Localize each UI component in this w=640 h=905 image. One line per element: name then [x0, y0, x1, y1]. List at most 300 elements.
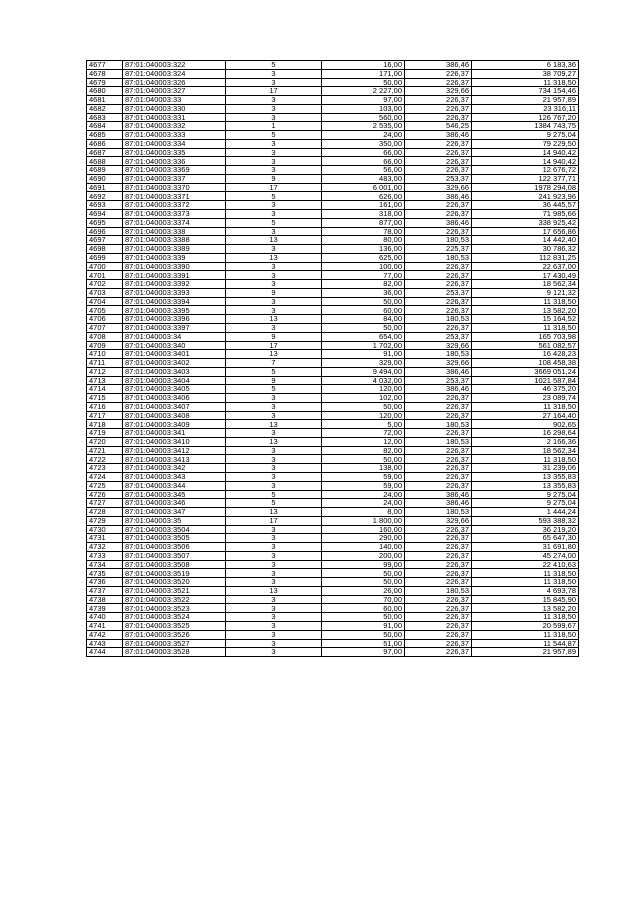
row-number-cell: 4692 [87, 192, 123, 201]
table-row [87, 604, 579, 613]
table-row [87, 472, 579, 481]
value-cell: 79 229,50 [472, 139, 579, 148]
row-number-cell: 4719 [87, 429, 123, 438]
area-cell: 136,00 [322, 245, 405, 254]
cadastral-number-cell: 87:01:040003:327 [123, 87, 226, 96]
table-row [87, 122, 579, 131]
cadastral-number-cell: 87:01:040003:3412 [123, 446, 226, 455]
value-cell: 23 316,11 [472, 104, 579, 113]
cadastral-number-cell: 87:01:040003:3508 [123, 560, 226, 569]
category-cell: 3 [226, 551, 322, 560]
area-cell: 50,00 [322, 578, 405, 587]
table-row [87, 455, 579, 464]
category-cell: 3 [226, 210, 322, 219]
rate-cell: 226,37 [405, 569, 472, 578]
value-cell: 11 318,50 [472, 578, 579, 587]
row-number-cell: 4734 [87, 560, 123, 569]
area-cell: 6 001,00 [322, 183, 405, 192]
row-number-cell: 4722 [87, 455, 123, 464]
row-number-cell: 4710 [87, 350, 123, 359]
area-cell: 24,00 [322, 131, 405, 140]
area-cell: 4 032,00 [322, 376, 405, 385]
rate-cell: 226,37 [405, 201, 472, 210]
rate-cell: 226,37 [405, 464, 472, 473]
table-row [87, 201, 579, 210]
category-cell: 17 [226, 516, 322, 525]
table-row [87, 569, 579, 578]
value-cell: 13 582,20 [472, 306, 579, 315]
table-row [87, 174, 579, 183]
category-cell: 3 [226, 157, 322, 166]
row-number-cell: 4743 [87, 639, 123, 648]
rate-cell: 329,66 [405, 183, 472, 192]
row-number-cell: 4731 [87, 534, 123, 543]
rate-cell: 226,37 [405, 297, 472, 306]
rate-cell: 253,37 [405, 174, 472, 183]
area-cell: 66,00 [322, 157, 405, 166]
cadastral-number-cell: 87:01:040003:3397 [123, 323, 226, 332]
table-row [87, 148, 579, 157]
value-cell: 16 298,64 [472, 429, 579, 438]
table-row [87, 262, 579, 271]
table-row [87, 630, 579, 639]
rate-cell: 226,37 [405, 595, 472, 604]
row-number-cell: 4708 [87, 332, 123, 341]
category-cell: 3 [226, 560, 322, 569]
rate-cell: 253,37 [405, 332, 472, 341]
cadastral-number-cell: 87:01:040003:3523 [123, 604, 226, 613]
value-cell: 21 957,89 [472, 96, 579, 105]
row-number-cell: 4699 [87, 253, 123, 262]
row-number-cell: 4677 [87, 61, 123, 70]
rate-cell: 226,37 [405, 227, 472, 236]
rate-cell: 226,37 [405, 148, 472, 157]
area-cell: 5,00 [322, 420, 405, 429]
category-cell: 3 [226, 69, 322, 78]
table-row [87, 560, 579, 569]
rate-cell: 226,37 [405, 96, 472, 105]
rate-cell: 226,37 [405, 306, 472, 315]
table-row [87, 367, 579, 376]
area-cell: 50,00 [322, 78, 405, 87]
rate-cell: 226,37 [405, 210, 472, 219]
cadastral-number-cell: 87:01:040003:3390 [123, 262, 226, 271]
area-cell: 24,00 [322, 499, 405, 508]
value-cell: 11 318,50 [472, 297, 579, 306]
value-cell: 12 676,72 [472, 166, 579, 175]
rate-cell: 386,46 [405, 192, 472, 201]
row-number-cell: 4717 [87, 411, 123, 420]
value-cell: 65 647,30 [472, 534, 579, 543]
value-cell: 3669 051,24 [472, 367, 579, 376]
table-row [87, 218, 579, 227]
table-row [87, 622, 579, 631]
row-number-cell: 4725 [87, 481, 123, 490]
rate-cell: 226,37 [405, 69, 472, 78]
area-cell: 66,00 [322, 148, 405, 157]
category-cell: 1 [226, 122, 322, 131]
table-row [87, 297, 579, 306]
category-cell: 5 [226, 499, 322, 508]
row-number-cell: 4735 [87, 569, 123, 578]
table-row [87, 578, 579, 587]
area-cell: 483,00 [322, 174, 405, 183]
cadastral-number-cell: 87:01:040003:332 [123, 122, 226, 131]
area-cell: 1 800,00 [322, 516, 405, 525]
area-cell: 91,00 [322, 350, 405, 359]
row-number-cell: 4698 [87, 245, 123, 254]
value-cell: 9 275,04 [472, 499, 579, 508]
rate-cell: 226,37 [405, 648, 472, 657]
row-number-cell: 4693 [87, 201, 123, 210]
table-row [87, 69, 579, 78]
table-row [87, 139, 579, 148]
value-cell: 15 845,90 [472, 595, 579, 604]
rate-cell: 386,46 [405, 61, 472, 70]
value-cell: 1384 743,75 [472, 122, 579, 131]
rate-cell: 226,37 [405, 481, 472, 490]
category-cell: 13 [226, 253, 322, 262]
row-number-cell: 4697 [87, 236, 123, 245]
table-row [87, 104, 579, 113]
cadastral-number-cell: 87:01:040003:3413 [123, 455, 226, 464]
category-cell: 3 [226, 306, 322, 315]
value-cell: 14 940,42 [472, 157, 579, 166]
rate-cell: 226,37 [405, 429, 472, 438]
row-number-cell: 4728 [87, 508, 123, 517]
cadastral-number-cell: 87:01:040003:3525 [123, 622, 226, 631]
rate-cell: 226,37 [405, 622, 472, 631]
area-cell: 2 227,00 [322, 87, 405, 96]
cadastral-number-cell: 87:01:040003:334 [123, 139, 226, 148]
value-cell: 561 082,57 [472, 341, 579, 350]
category-cell: 3 [226, 394, 322, 403]
table-row [87, 359, 579, 368]
rate-cell: 226,37 [405, 578, 472, 587]
table-row [87, 464, 579, 473]
area-cell: 1 702,00 [322, 341, 405, 350]
row-number-cell: 4739 [87, 604, 123, 613]
area-cell: 290,00 [322, 534, 405, 543]
value-cell: 734 154,46 [472, 87, 579, 96]
value-cell: 31 239,06 [472, 464, 579, 473]
table-row [87, 446, 579, 455]
table-row [87, 341, 579, 350]
row-number-cell: 4730 [87, 525, 123, 534]
value-cell: 14 940,42 [472, 148, 579, 157]
cadastral-number-cell: 87:01:040003:3405 [123, 385, 226, 394]
cadastral-number-cell: 87:01:040003:3373 [123, 210, 226, 219]
area-cell: 654,00 [322, 332, 405, 341]
category-cell: 3 [226, 648, 322, 657]
category-cell: 3 [226, 323, 322, 332]
row-number-cell: 4738 [87, 595, 123, 604]
category-cell: 3 [226, 622, 322, 631]
rate-cell: 226,37 [405, 157, 472, 166]
category-cell: 13 [226, 508, 322, 517]
rate-cell: 226,37 [405, 280, 472, 289]
value-cell: 27 164,40 [472, 411, 579, 420]
area-cell: 50,00 [322, 613, 405, 622]
table-row [87, 429, 579, 438]
table-row [87, 271, 579, 280]
cadastral-number-cell: 87:01:040003:3402 [123, 359, 226, 368]
rate-cell: 226,37 [405, 323, 472, 332]
category-cell: 9 [226, 376, 322, 385]
rate-cell: 226,37 [405, 455, 472, 464]
value-cell: 18 562,34 [472, 280, 579, 289]
cadastral-number-cell: 87:01:040003:3521 [123, 586, 226, 595]
rate-cell: 226,37 [405, 551, 472, 560]
area-cell: 70,00 [322, 595, 405, 604]
category-cell: 3 [226, 472, 322, 481]
area-cell: 560,00 [322, 113, 405, 122]
value-cell: 22 410,63 [472, 560, 579, 569]
cadastral-number-cell: 87:01:040003:3394 [123, 297, 226, 306]
cadastral-number-cell: 87:01:040003:3369 [123, 166, 226, 175]
category-cell: 5 [226, 218, 322, 227]
cadastral-number-cell: 87:01:040003:3372 [123, 201, 226, 210]
cadastral-number-cell: 87:01:040003:339 [123, 253, 226, 262]
rate-cell: 226,37 [405, 525, 472, 534]
value-cell: 36 219,20 [472, 525, 579, 534]
category-cell: 13 [226, 315, 322, 324]
category-cell: 3 [226, 227, 322, 236]
table-row [87, 534, 579, 543]
category-cell: 3 [226, 280, 322, 289]
value-cell: 902,65 [472, 420, 579, 429]
area-cell: 877,00 [322, 218, 405, 227]
category-cell: 5 [226, 192, 322, 201]
table-row [87, 166, 579, 175]
cadastral-number-cell: 87:01:040003:324 [123, 69, 226, 78]
table-row [87, 525, 579, 534]
category-cell: 9 [226, 288, 322, 297]
area-cell: 9 494,00 [322, 367, 405, 376]
area-cell: 60,00 [322, 306, 405, 315]
area-cell: 91,00 [322, 622, 405, 631]
row-number-cell: 4696 [87, 227, 123, 236]
category-cell: 5 [226, 490, 322, 499]
area-cell: 12,00 [322, 437, 405, 446]
cadastral-number-cell: 87:01:040003:3519 [123, 569, 226, 578]
value-cell: 6 183,36 [472, 61, 579, 70]
area-cell: 100,00 [322, 262, 405, 271]
area-cell: 50,00 [322, 630, 405, 639]
row-number-cell: 4723 [87, 464, 123, 473]
category-cell: 3 [226, 245, 322, 254]
value-cell: 13 355,83 [472, 481, 579, 490]
value-cell: 11 318,50 [472, 323, 579, 332]
row-number-cell: 4712 [87, 367, 123, 376]
rate-cell: 386,46 [405, 367, 472, 376]
category-cell: 3 [226, 166, 322, 175]
table-row [87, 131, 579, 140]
rate-cell: 226,37 [405, 534, 472, 543]
cadastral-number-cell: 87:01:040003:3409 [123, 420, 226, 429]
area-cell: 78,00 [322, 227, 405, 236]
rate-cell: 180,53 [405, 437, 472, 446]
area-cell: 50,00 [322, 402, 405, 411]
row-number-cell: 4702 [87, 280, 123, 289]
rate-cell: 226,37 [405, 166, 472, 175]
value-cell: 17 430,49 [472, 271, 579, 280]
row-number-cell: 4691 [87, 183, 123, 192]
rate-cell: 226,37 [405, 411, 472, 420]
table-row [87, 595, 579, 604]
cadastral-number-cell: 87:01:040003:33 [123, 96, 226, 105]
value-cell: 165 703,98 [472, 332, 579, 341]
cadastral-number-cell: 87:01:040003:330 [123, 104, 226, 113]
category-cell: 17 [226, 341, 322, 350]
row-number-cell: 4695 [87, 218, 123, 227]
rate-cell: 546,25 [405, 122, 472, 131]
category-cell: 3 [226, 271, 322, 280]
cadastral-number-cell: 87:01:040003:3389 [123, 245, 226, 254]
table-row [87, 508, 579, 517]
category-cell: 3 [226, 78, 322, 87]
table-row [87, 385, 579, 394]
table-row [87, 183, 579, 192]
category-cell: 3 [226, 402, 322, 411]
table-row [87, 516, 579, 525]
value-cell: 36 445,57 [472, 201, 579, 210]
cadastral-number-cell: 87:01:040003:3528 [123, 648, 226, 657]
table-row [87, 323, 579, 332]
category-cell: 3 [226, 96, 322, 105]
cadastral-number-cell: 87:01:040003:3388 [123, 236, 226, 245]
area-cell: 50,00 [322, 455, 405, 464]
area-cell: 50,00 [322, 297, 405, 306]
rate-cell: 180,53 [405, 350, 472, 359]
row-number-cell: 4704 [87, 297, 123, 306]
table-row [87, 113, 579, 122]
category-cell: 3 [226, 464, 322, 473]
table-row [87, 61, 579, 70]
category-cell: 3 [226, 455, 322, 464]
rate-cell: 180,53 [405, 315, 472, 324]
table-row [87, 376, 579, 385]
table-row [87, 236, 579, 245]
cadastral-number-cell: 87:01:040003:3408 [123, 411, 226, 420]
table-row [87, 481, 579, 490]
category-cell: 9 [226, 174, 322, 183]
category-cell: 17 [226, 87, 322, 96]
value-cell: 71 985,66 [472, 210, 579, 219]
row-number-cell: 4706 [87, 315, 123, 324]
row-number-cell: 4700 [87, 262, 123, 271]
cadastral-number-cell: 87:01:040003:333 [123, 131, 226, 140]
area-cell: 99,00 [322, 560, 405, 569]
cadastral-number-cell: 87:01:040003:344 [123, 481, 226, 490]
rate-cell: 180,53 [405, 236, 472, 245]
category-cell: 5 [226, 131, 322, 140]
category-cell: 3 [226, 578, 322, 587]
area-cell: 16,00 [322, 61, 405, 70]
cadastral-number-cell: 87:01:040003:3393 [123, 288, 226, 297]
category-cell: 5 [226, 367, 322, 376]
rate-cell: 226,37 [405, 613, 472, 622]
row-number-cell: 4718 [87, 420, 123, 429]
row-number-cell: 4713 [87, 376, 123, 385]
row-number-cell: 4711 [87, 359, 123, 368]
category-cell: 5 [226, 385, 322, 394]
category-cell: 3 [226, 139, 322, 148]
value-cell: 112 831,25 [472, 253, 579, 262]
value-cell: 11 318,50 [472, 613, 579, 622]
cadastral-number-cell: 87:01:040003:338 [123, 227, 226, 236]
cadastral-table [86, 60, 579, 657]
cadastral-number-cell: 87:01:040003:3526 [123, 630, 226, 639]
category-cell: 3 [226, 113, 322, 122]
cadastral-number-cell: 87:01:040003:340 [123, 341, 226, 350]
rate-cell: 329,66 [405, 341, 472, 350]
area-cell: 318,00 [322, 210, 405, 219]
cadastral-number-cell: 87:01:040003:3506 [123, 543, 226, 552]
row-number-cell: 4721 [87, 446, 123, 455]
rate-cell: 226,37 [405, 271, 472, 280]
rate-cell: 226,37 [405, 78, 472, 87]
table-row [87, 437, 579, 446]
table-row [87, 227, 579, 236]
row-number-cell: 4680 [87, 87, 123, 96]
cadastral-number-cell: 87:01:040003:3524 [123, 613, 226, 622]
area-cell: 84,00 [322, 315, 405, 324]
value-cell: 2 166,36 [472, 437, 579, 446]
area-cell: 50,00 [322, 569, 405, 578]
area-cell: 51,00 [322, 639, 405, 648]
table-row [87, 350, 579, 359]
area-cell: 626,00 [322, 192, 405, 201]
row-number-cell: 4701 [87, 271, 123, 280]
row-number-cell: 4687 [87, 148, 123, 157]
cadastral-number-cell: 87:01:040003:343 [123, 472, 226, 481]
value-cell: 11 544,87 [472, 639, 579, 648]
cadastral-number-cell: 87:01:040003:3410 [123, 437, 226, 446]
table-row [87, 210, 579, 219]
row-number-cell: 4740 [87, 613, 123, 622]
category-cell: 3 [226, 411, 322, 420]
table-row [87, 420, 579, 429]
row-number-cell: 4707 [87, 323, 123, 332]
table-row [87, 499, 579, 508]
row-number-cell: 4689 [87, 166, 123, 175]
area-cell: 82,00 [322, 446, 405, 455]
category-cell: 13 [226, 420, 322, 429]
cadastral-number-cell: 87:01:040003:34 [123, 332, 226, 341]
table-row [87, 96, 579, 105]
table-row [87, 87, 579, 96]
rate-cell: 226,37 [405, 139, 472, 148]
value-cell: 593 388,32 [472, 516, 579, 525]
category-cell: 3 [226, 104, 322, 113]
category-cell: 3 [226, 630, 322, 639]
table-row [87, 78, 579, 87]
category-cell: 3 [226, 201, 322, 210]
row-number-cell: 4714 [87, 385, 123, 394]
row-number-cell: 4726 [87, 490, 123, 499]
category-cell: 3 [226, 639, 322, 648]
cadastral-number-cell: 87:01:040003:3520 [123, 578, 226, 587]
value-cell: 11 318,50 [472, 455, 579, 464]
table-row [87, 490, 579, 499]
row-number-cell: 4684 [87, 122, 123, 131]
value-cell: 16 428,23 [472, 350, 579, 359]
area-cell: 120,00 [322, 385, 405, 394]
category-cell: 13 [226, 236, 322, 245]
rate-cell: 226,37 [405, 402, 472, 411]
value-cell: 1 444,24 [472, 508, 579, 517]
